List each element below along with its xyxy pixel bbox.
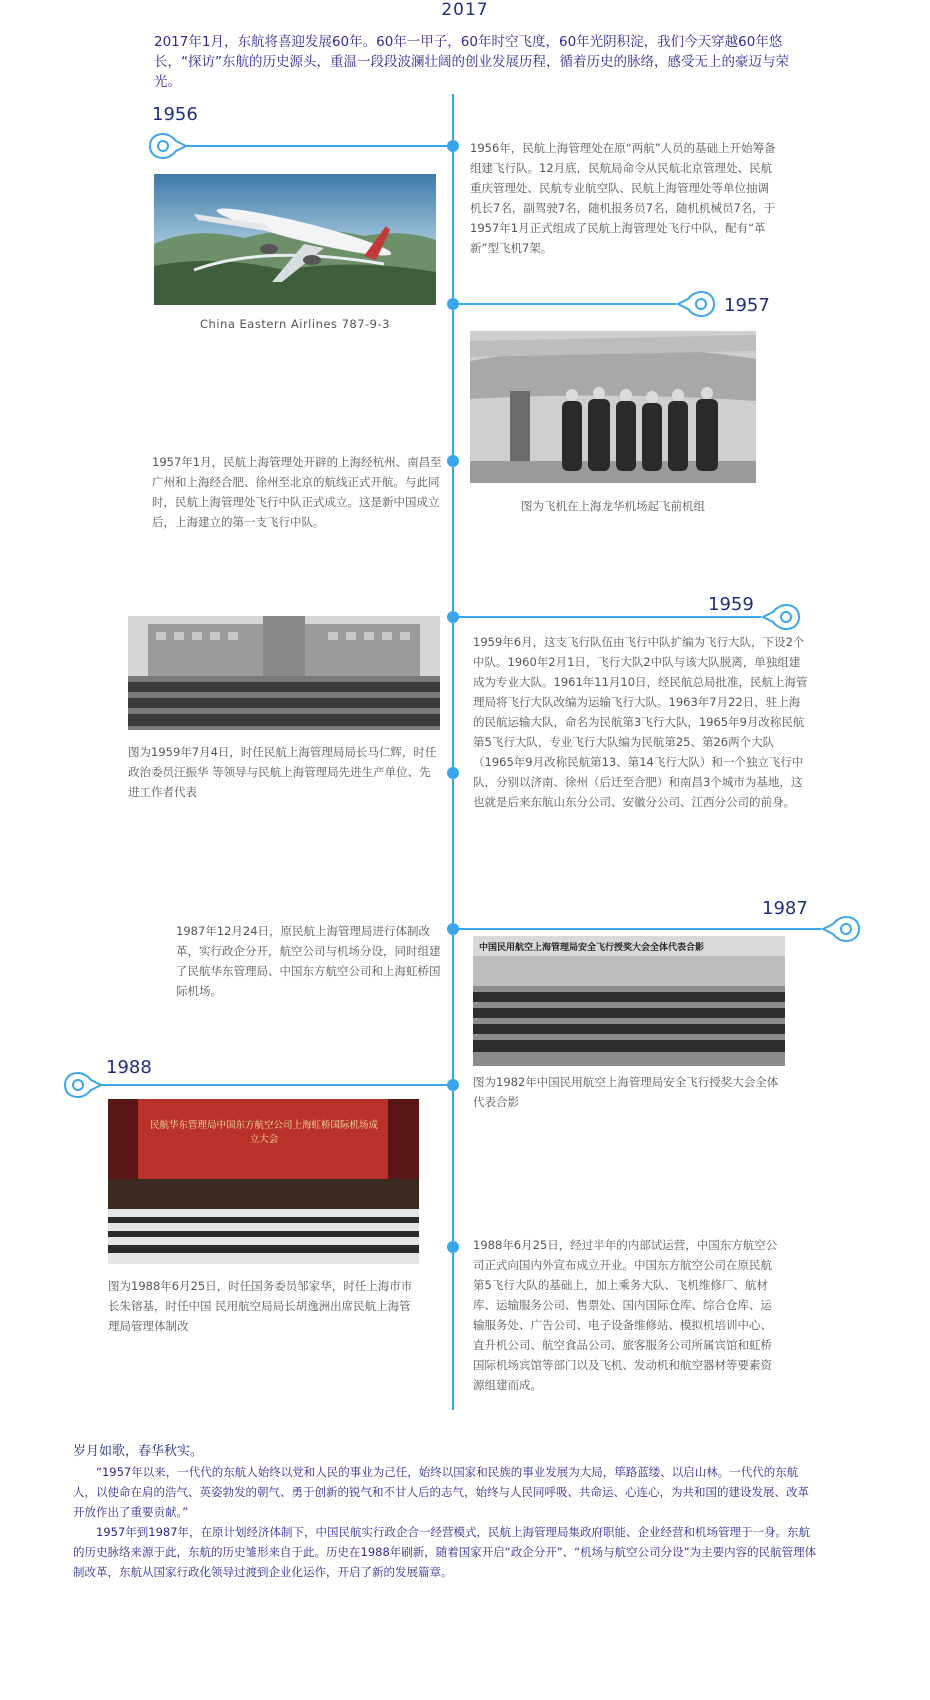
paragraph-1988: 1988年6月25日，经过半年的内部试运营，中国东方航空公司正式向国内外宣布成立开业。中国东方航空公司在原民航第5飞行大队的基础上，加上乘务大队、飞机维修厂、航材库、运输服务公司、售票处、国内国际仓库、综合仓库、运输服务处、广告公司、电子设备维修站、模拟机培训中心、直升机公司、航空食品公司、旅客服务公司所属宾馆和虹桥国际机场宾馆等部门以及飞机、发动机和航空器材等要素资源组建而成。 — [473, 1238, 778, 1392]
header-year: 2017 — [441, 0, 489, 20]
timeline-dot — [447, 140, 459, 152]
location-pin-icon — [63, 1072, 103, 1098]
paragraph-1959: 1959年6月，这支飞行队伍由飞行中队扩编为飞行大队，下设2个中队。1960年2月1日，飞行大队2中队与该大队脱离，单独组建成为专业大队。1961年11月10日，经民航总局批准，民航上海管理局将飞行大队改编为运输飞行大队。1963年7月22日，驻上海的民航运输大队，命名为民航第3飞行大队，1965年9月改称民航第5飞行大队，专业飞行大队编为民航第25、第26两个大队（1965年9月改称民航第13、第14飞行大队）和一个独立飞行中队，分别以济南、徐州（后迁至合肥）和南昌3个城市为基地，这也就是后来东航山东分公司、安徽分公司、江西分公司的前身。 — [473, 635, 808, 809]
paragraph-1987: 1987年12月24日，原民航上海管理局进行体制改革，实行政企分开，航空公司与机场分设，同时组建了民航华东管理局、中国东方航空公司和上海虹桥国际机场。 — [176, 924, 441, 998]
year-label-1959: 1959 — [708, 594, 754, 615]
caption-1988: 图为1988年6月25日，时任国务委员邹家华，时任上海市市长朱镕基，时任中国 民用航空局局长胡逸洲出席民航上海管理局管理体制改 — [108, 1279, 413, 1333]
connector-1956 — [186, 145, 453, 147]
year-label-1988: 1988 — [106, 1057, 152, 1078]
intro-text: 2017年1月，东航将喜迎发展60年。60年一甲子，60年时空飞度，60年光阴积淀，我们今天穿越60年悠长，“探访”东航的历史源头，重温一段段波澜壮阔的创业发展历程，循着历史的脉络，感受无上的豪迈与荣光。 — [154, 34, 789, 90]
caption-1959: 图为1959年7月4日，时任民航上海管理局局长马仁辉，时任政治委员汪振华 等领导与民航上海管理局先进生产单位、先进工作者代表 — [128, 745, 437, 799]
connector-1957 — [453, 303, 676, 305]
caption-1957: 图为飞机在上海龙华机场起飞前机组 — [521, 499, 705, 513]
timeline-dot — [447, 455, 459, 467]
year-label-1957: 1957 — [724, 295, 770, 316]
timeline-axis — [452, 94, 454, 1410]
group-photo-1959 — [128, 616, 440, 730]
year-label-1987: 1987 — [762, 898, 808, 919]
connector-1959 — [453, 616, 761, 618]
airplane-photo — [154, 174, 436, 305]
connector-1987 — [453, 928, 821, 930]
closing-paragraph-1: “1957年以来，一代代的东航人始终以党和人民的事业为己任，始终以国家和民族的事业发展为大局，筚路蓝缕、以启山林。一代代的东航人，以使命在肩的浩气、英姿勃发的朝气、勇于创新的锐气和不甘人后的志气，始终与人民同呼吸、共命运、心连心，为共和国的建设发展、改革开放作出了重要贡献。” — [73, 1465, 809, 1519]
ceremony-photo-1988 — [108, 1099, 419, 1264]
photo-banner-1982: 中国民用航空上海管理局安全飞行授奖大会全体代表合影 — [479, 943, 705, 953]
closing-heading: 岁月如歌，春华秋实。 — [73, 1444, 204, 1459]
timeline-dot — [447, 1241, 459, 1253]
location-pin-icon — [676, 291, 716, 317]
timeline-dot — [447, 1079, 459, 1091]
crew-photo — [470, 331, 756, 483]
paragraph-1956: 1956年，民航上海管理处在原“两航”人员的基础上开始筹备组建飞行队。12月底，民航局命令从民航北京管理处、民航重庆管理处、民航专业航空队、民航上海管理处等单位抽调机长7名，副驾驶7名，随机报务员7名，随机机械员7名，于1957年1月正式组成了民航上海管理处飞行中队，配有“革新”型飞机7架。 — [470, 141, 776, 255]
location-pin-icon — [821, 916, 861, 942]
caption-1956: China Eastern Airlines 787-9-3 — [200, 317, 390, 331]
paragraph-1957: 1957年1月，民航上海管理处开辟的上海经杭州、南昌至广州和上海经合肥、徐州至北京的航线正式开航。与此同时，民航上海管理处飞行中队正式成立。这是新中国成立后，上海建立的第一支飞行中队。 — [152, 455, 442, 529]
location-pin-icon — [761, 604, 801, 630]
timeline-dot — [447, 767, 459, 779]
year-label-1956: 1956 — [152, 104, 198, 125]
location-pin-icon — [148, 133, 188, 159]
group-photo-1982 — [473, 936, 785, 1066]
connector-1988 — [101, 1084, 453, 1086]
photo-banner-1988: 民航华东管理局中国东方航空公司上海虹桥国际机场成立大会 — [149, 1120, 378, 1145]
closing-paragraph-2: 1957年到1987年，在原计划经济体制下，中国民航实行政企合一经营模式，民航上海管理局集政府职能、企业经营和机场管理于一身。东航的历史脉络来源于此，东航的历史雏形来自于此。历史在1988年刷新，随着国家开启“政企分开”、“机场与航空公司分设”为主要内容的民航管理体制改革，东航从国家行政化领导过渡到企业化运作，开启了新的发展篇章。 — [73, 1525, 817, 1579]
caption-1987: 图为1982年中国民用航空上海管理局安全飞行授奖大会全体代表合影 — [473, 1075, 779, 1109]
